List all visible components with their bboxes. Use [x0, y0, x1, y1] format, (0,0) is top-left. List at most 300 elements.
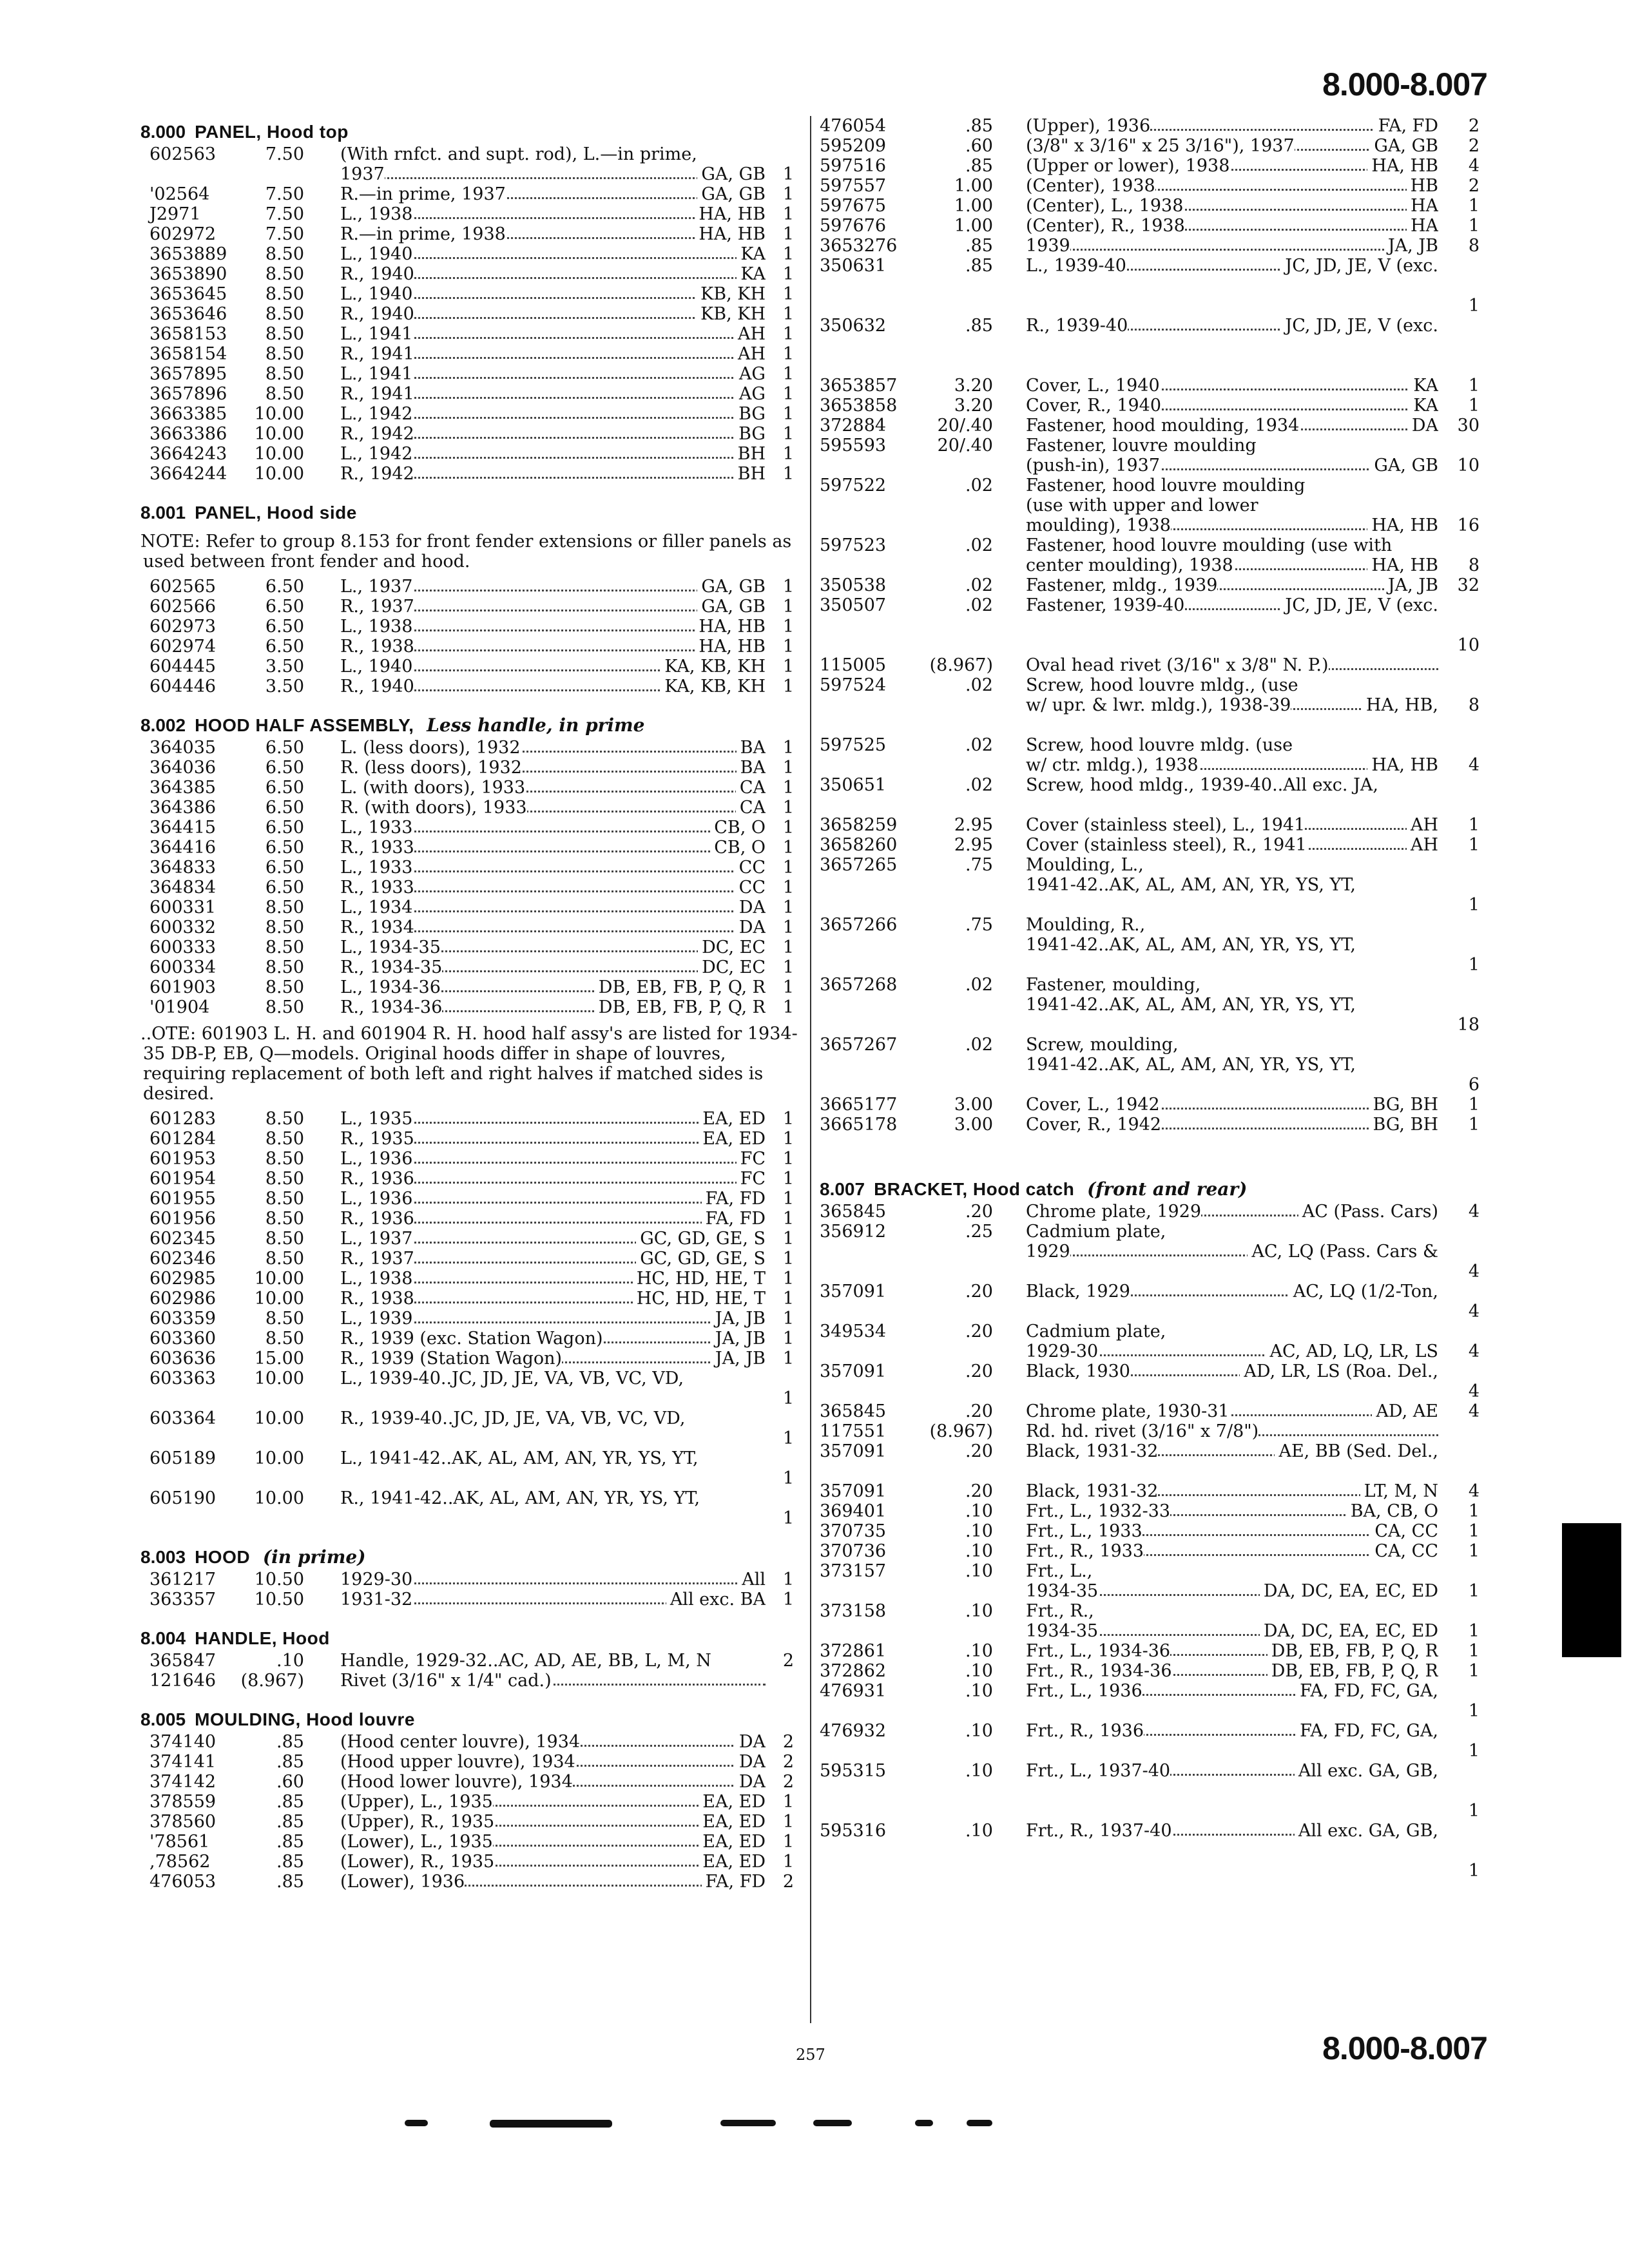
parts-row	[820, 595, 1480, 615]
dot-leader	[1026, 236, 1438, 251]
price: 7.50	[265, 144, 304, 164]
parts-row	[820, 1561, 1480, 1581]
price: 8.50	[265, 1189, 304, 1209]
model-codes: DA, DC, EA, EC, ED	[1260, 1581, 1438, 1601]
description: Screw, moulding,	[1026, 1035, 1179, 1055]
description-cell	[340, 464, 766, 484]
part-number: 3653645	[149, 284, 227, 304]
quantity: 4	[1468, 1341, 1480, 1361]
price: 3.50	[265, 657, 304, 677]
quantity: 1	[782, 858, 794, 878]
quantity: 1	[782, 184, 794, 204]
quantity: 8	[1468, 555, 1480, 575]
description-cell	[1026, 655, 1438, 675]
part-number: 3657265	[820, 855, 898, 875]
parts-row	[140, 1468, 799, 1488]
parts-row	[140, 1109, 799, 1129]
part-number: 595209	[820, 136, 887, 156]
parts-row	[140, 1792, 799, 1812]
quantity: 1	[782, 637, 794, 657]
quantity: 32	[1457, 575, 1480, 595]
price: .20	[965, 1282, 993, 1302]
part-number: 3653857	[820, 376, 898, 396]
description: Cadmium plate,	[1026, 1321, 1166, 1341]
price: .85	[276, 1752, 304, 1772]
part-number: 3653858	[820, 396, 898, 416]
model-codes: DC, EC	[698, 957, 766, 977]
left-column	[140, 116, 799, 1892]
model-codes: EA, ED	[699, 1109, 766, 1129]
description-cell	[340, 304, 766, 324]
description: (Upper or lower), 1938	[1026, 156, 1230, 176]
part-number: 476932	[820, 1721, 887, 1741]
price: 8.50	[265, 1329, 304, 1349]
description-cell	[1026, 1501, 1438, 1521]
quantity: 1	[782, 404, 794, 424]
parts-row	[820, 1401, 1480, 1421]
part-number: 374140	[149, 1732, 217, 1752]
description: 1934-35	[1026, 1581, 1099, 1601]
description: Black, 1929	[1026, 1282, 1130, 1302]
quantity: 1	[1468, 1701, 1480, 1721]
quantity: 1	[1468, 1541, 1480, 1561]
description-cell	[1026, 675, 1438, 695]
description-cell	[340, 244, 766, 264]
part-number: 3657266	[820, 915, 898, 935]
description-cell	[340, 977, 766, 997]
part-number: 603359	[149, 1309, 217, 1329]
description-cell	[1026, 495, 1438, 515]
description: Frt., L., 1937-40	[1026, 1761, 1171, 1781]
description-cell	[1026, 575, 1438, 595]
parts-row	[140, 144, 799, 164]
description: L., 1935	[340, 1109, 413, 1129]
part-number: 600331	[149, 898, 217, 918]
section-title: HOOD	[195, 1547, 251, 1567]
part-number: 349534	[820, 1321, 887, 1341]
parts-row	[140, 1149, 799, 1169]
quantity: 1	[782, 1129, 794, 1149]
model-codes: HB	[1407, 176, 1438, 196]
parts-row	[140, 224, 799, 244]
parts-row	[820, 476, 1480, 495]
price: 8.50	[265, 937, 304, 957]
parts-row	[820, 1641, 1480, 1661]
quantity: 1	[782, 204, 794, 224]
price: 8.50	[265, 384, 304, 404]
part-number: 595593	[820, 436, 887, 456]
description-cell	[340, 1752, 766, 1772]
price: .20	[965, 1481, 993, 1501]
part-number: 604445	[149, 657, 217, 677]
description-cell	[340, 1289, 766, 1309]
part-number: 115005	[820, 655, 887, 675]
description: Cover (stainless steel), L., 1941	[1026, 815, 1306, 835]
parts-row	[820, 1421, 1480, 1441]
part-number: 350507	[820, 595, 887, 615]
parts-row	[140, 637, 799, 657]
description: Screw, hood louvre mldg., (use	[1026, 675, 1298, 695]
section-number: 8.004	[140, 1628, 186, 1648]
description-cell	[340, 918, 766, 937]
price: 10.00	[254, 1269, 304, 1289]
parts-row	[820, 695, 1480, 715]
price: 8.50	[265, 957, 304, 977]
price: 6.50	[265, 858, 304, 878]
price: 6.50	[265, 758, 304, 778]
description: Frt., R., 1937-40	[1026, 1821, 1172, 1841]
parts-row	[820, 236, 1480, 256]
description-cell	[1026, 256, 1438, 276]
description: L., 1940	[340, 244, 413, 264]
model-codes: HA, HB	[1367, 755, 1438, 775]
quantity: 1	[1468, 1095, 1480, 1115]
parts-row	[140, 324, 799, 344]
parts-row	[820, 1341, 1480, 1361]
part-number: 601953	[149, 1149, 217, 1169]
quantity: 1	[1468, 1621, 1480, 1641]
price: .25	[965, 1222, 993, 1242]
quantity: 1	[782, 918, 794, 937]
description: (Center), R., 1938	[1026, 216, 1185, 236]
parts-row	[140, 1732, 799, 1752]
price: .85	[276, 1812, 304, 1832]
quantity: 1	[1468, 1581, 1480, 1601]
description-cell	[340, 1309, 766, 1329]
parts-row	[140, 1129, 799, 1149]
description-cell	[340, 617, 766, 637]
part-number: '02564	[149, 184, 210, 204]
description: Fastener, louvre moulding	[1026, 436, 1257, 456]
description-cell	[340, 1408, 766, 1428]
price: 8.50	[265, 1169, 304, 1189]
parts-row	[820, 1282, 1480, 1302]
description-cell	[340, 164, 766, 184]
model-codes: KA	[1409, 376, 1438, 396]
description-cell	[340, 1269, 766, 1289]
price: 3.50	[265, 677, 304, 697]
model-codes: DA	[735, 1772, 766, 1792]
part-number: 3653890	[149, 264, 227, 284]
model-codes: DB, EB, FB, P, Q, R	[1268, 1661, 1438, 1681]
part-number: 476931	[820, 1681, 887, 1701]
description-cell	[1026, 136, 1438, 156]
description-cell	[1026, 1581, 1438, 1601]
quantity: 1	[782, 798, 794, 818]
quantity: 1	[782, 977, 794, 997]
description: Cover (stainless steel), R., 1941	[1026, 835, 1307, 855]
description: L., 1938	[340, 204, 413, 224]
description: L. (with doors), 1933	[340, 778, 526, 798]
parts-row	[140, 918, 799, 937]
parts-row	[820, 116, 1480, 136]
section-heading	[820, 1177, 1480, 1202]
price: .20	[965, 1401, 993, 1421]
price: 8.50	[265, 324, 304, 344]
quantity: 1	[782, 617, 794, 637]
description: 1941-42..AK, AL, AM, AN, YR, YS, YT,	[1026, 875, 1356, 895]
description: R. (with doors), 1933	[340, 798, 527, 818]
description-cell	[1026, 196, 1438, 216]
part-number: 374142	[149, 1772, 217, 1792]
description: 1941-42..AK, AL, AM, AN, YR, YS, YT,	[1026, 995, 1356, 1015]
price: 6.50	[265, 778, 304, 798]
description-cell	[340, 738, 766, 758]
parts-row	[820, 1581, 1480, 1601]
part-number: 357091	[820, 1441, 887, 1461]
part-number: 605189	[149, 1448, 217, 1468]
parts-row	[140, 937, 799, 957]
parts-row	[140, 1209, 799, 1229]
parts-row	[820, 1501, 1480, 1521]
model-codes: HA, HB	[695, 617, 766, 637]
part-number: 602985	[149, 1269, 217, 1289]
description-cell	[340, 1369, 766, 1389]
parts-row	[820, 615, 1480, 635]
part-number: 364385	[149, 778, 217, 798]
model-codes: CC	[735, 858, 766, 878]
price: 8.50	[265, 244, 304, 264]
description: R., 1939-40..JC, JD, JE, VA, VB, VC, VD,	[340, 1408, 686, 1428]
part-number: 364036	[149, 758, 217, 778]
part-number: 601903	[149, 977, 217, 997]
quantity: 4	[1468, 1481, 1480, 1501]
price: .85	[276, 1852, 304, 1872]
quantity: 4	[1468, 1401, 1480, 1421]
parts-row	[140, 164, 799, 184]
parts-row	[820, 1302, 1480, 1321]
description: (Upper), L., 1935	[340, 1792, 493, 1812]
part-number: 3664244	[149, 464, 227, 484]
description-cell	[1026, 695, 1438, 715]
section-number: 8.005	[140, 1709, 186, 1729]
parts-row	[820, 1741, 1480, 1761]
scan-artifacts	[0, 2120, 1629, 2139]
description-cell	[1026, 1521, 1438, 1541]
part-number: 595316	[820, 1821, 887, 1841]
price: .10	[965, 1561, 993, 1581]
description-cell	[340, 424, 766, 444]
price: .60	[965, 136, 993, 156]
model-codes: BG	[735, 424, 766, 444]
quantity: 1	[782, 898, 794, 918]
parts-row	[820, 955, 1480, 975]
model-codes: GA, GB	[1370, 456, 1438, 476]
model-codes: AG	[735, 364, 766, 384]
description-cell	[1026, 416, 1438, 436]
description: L., 1939-40..JC, JD, JE, VA, VB, VC, VD,	[340, 1369, 684, 1389]
parts-row	[140, 264, 799, 284]
description-cell	[340, 224, 766, 244]
part-number: 597676	[820, 216, 887, 236]
description: R., 1934-36	[340, 997, 443, 1017]
parts-row	[820, 1381, 1480, 1401]
description: R., 1940	[340, 677, 414, 697]
parts-row	[820, 336, 1480, 356]
quantity: 1	[782, 1832, 794, 1852]
model-codes: FA, FD	[702, 1872, 766, 1892]
model-codes: CB, O	[710, 818, 766, 838]
description: R.—in prime, 1937	[340, 184, 506, 204]
quantity: 1	[782, 444, 794, 464]
description: (With rnfct. and supt. rod), L.—in prime,	[340, 144, 697, 164]
description-cell	[340, 577, 766, 597]
price: .10	[965, 1821, 993, 1841]
quantity: 10	[1457, 635, 1480, 655]
description: R., 1941	[340, 384, 414, 404]
description: R., 1939-40	[1026, 316, 1128, 336]
model-codes: AH	[734, 344, 766, 364]
parts-row	[140, 758, 799, 778]
description-cell	[340, 184, 766, 204]
part-number: 3658153	[149, 324, 227, 344]
section-number: 8.000	[140, 122, 186, 142]
parts-row	[820, 1361, 1480, 1381]
description: L., 1936	[340, 1149, 413, 1169]
description-cell	[1026, 376, 1438, 396]
description-cell	[340, 284, 766, 304]
quantity: 1	[782, 464, 794, 484]
model-codes: KA	[737, 264, 766, 284]
parts-row	[820, 635, 1480, 655]
part-number: 374141	[149, 1752, 217, 1772]
quantity: 1	[782, 577, 794, 597]
description-cell	[1026, 915, 1438, 935]
part-number: 603636	[149, 1349, 217, 1369]
quantity: 1	[782, 1508, 794, 1528]
description-cell	[1026, 236, 1438, 256]
model-codes: EA, ED	[699, 1792, 766, 1812]
description-cell	[1026, 1222, 1438, 1242]
description: Black, 1930	[1026, 1361, 1130, 1381]
parts-row	[820, 1601, 1480, 1621]
price: .85	[965, 256, 993, 276]
model-codes: DA, DC, EA, EC, ED	[1260, 1621, 1438, 1641]
part-number: 3663386	[149, 424, 227, 444]
price: .10	[965, 1521, 993, 1541]
part-number: 372884	[820, 416, 887, 436]
description-cell	[1026, 1541, 1438, 1561]
price: 20/.40	[937, 416, 993, 436]
price: 10.00	[254, 404, 304, 424]
price: 8.50	[265, 1149, 304, 1169]
price: .75	[965, 855, 993, 875]
quantity: 4	[1468, 1302, 1480, 1321]
description: Cover, R., 1940	[1026, 396, 1162, 416]
model-codes: All exc. GA, GB,	[1295, 1761, 1438, 1781]
model-codes: FA, FD	[1374, 116, 1438, 136]
parts-row	[820, 795, 1480, 815]
description: (push-in), 1937	[1026, 456, 1161, 476]
model-codes: HA	[1407, 196, 1438, 216]
part-number: 601284	[149, 1129, 217, 1149]
price: (8.967)	[929, 655, 993, 675]
model-codes: BG	[735, 404, 766, 424]
part-number: 373158	[820, 1601, 887, 1621]
quantity: 2	[782, 1732, 794, 1752]
parts-row	[820, 535, 1480, 555]
description-cell	[1026, 1341, 1438, 1361]
price: .02	[965, 535, 993, 555]
parts-row	[140, 1752, 799, 1772]
description-cell	[340, 1109, 766, 1129]
model-codes: AC, LQ (Pass. Cars &	[1248, 1242, 1438, 1262]
price: .02	[965, 775, 993, 795]
part-number: 364386	[149, 798, 217, 818]
quantity: 1	[782, 1289, 794, 1309]
part-number: 603363	[149, 1369, 217, 1389]
description: 1941-42..AK, AL, AM, AN, YR, YS, YT,	[1026, 1055, 1356, 1075]
description: (Hood lower louvre), 1934	[340, 1772, 573, 1792]
part-number: 601955	[149, 1189, 217, 1209]
parts-row	[140, 444, 799, 464]
description-cell	[340, 1169, 766, 1189]
model-codes: BG, BH	[1369, 1095, 1438, 1115]
model-codes: FA, FD	[702, 1189, 766, 1209]
description-cell	[340, 878, 766, 898]
quantity: 1	[782, 304, 794, 324]
part-number: 378559	[149, 1792, 217, 1812]
part-number: 601283	[149, 1109, 217, 1129]
price: .20	[965, 1202, 993, 1222]
section-number: 8.002	[140, 715, 186, 735]
description-cell	[1026, 396, 1438, 416]
description-cell	[1026, 476, 1438, 495]
model-codes: DB, EB, FB, P, Q, R	[1268, 1641, 1438, 1661]
description-cell	[1026, 1361, 1438, 1381]
description-cell	[340, 1329, 766, 1349]
description-cell	[1026, 935, 1438, 955]
model-codes: HA, HB	[1367, 515, 1438, 535]
thumb-index-tab	[1562, 1523, 1621, 1657]
price: .02	[965, 595, 993, 615]
quantity: 1	[782, 1428, 794, 1448]
model-codes: HA, HB	[695, 204, 766, 224]
description: R., 1942	[340, 464, 414, 484]
parts-row	[820, 655, 1480, 675]
part-number: 476054	[820, 116, 887, 136]
price: 2.95	[954, 815, 993, 835]
description: Fastener, hood moulding, 1934	[1026, 416, 1300, 436]
quantity: 1	[782, 1149, 794, 1169]
description: Frt., L., 1933	[1026, 1521, 1142, 1541]
parts-row	[140, 284, 799, 304]
part-number: 597525	[820, 735, 887, 755]
price: 10.00	[254, 444, 304, 464]
description-cell	[1026, 1242, 1438, 1262]
description: Oval head rivet (3/16" x 3/8" N. P.)	[1026, 655, 1329, 675]
description: L., 1939	[340, 1309, 413, 1329]
quantity: 1	[782, 1309, 794, 1329]
parts-row	[140, 1872, 799, 1892]
description: L., 1941-42..AK, AL, AM, AN, YR, YS, YT,	[340, 1448, 699, 1468]
description-cell	[340, 324, 766, 344]
description: Frt., R., 1934-36	[1026, 1661, 1172, 1681]
description: Fastener, hood louvre moulding (use with	[1026, 535, 1393, 555]
description: L. (less doors), 1932	[340, 738, 521, 758]
description-cell	[1026, 755, 1438, 775]
part-number: 602563	[149, 144, 217, 164]
model-codes: BA, CB, O	[1347, 1501, 1438, 1521]
parts-row	[140, 1349, 799, 1369]
quantity: 4	[1468, 1202, 1480, 1222]
parts-row	[140, 1428, 799, 1448]
price: 10.00	[254, 1488, 304, 1508]
parts-row	[820, 1035, 1480, 1055]
page-number: 257	[796, 2046, 825, 2064]
model-codes: EA, ED	[699, 1812, 766, 1832]
parts-row	[140, 1249, 799, 1269]
